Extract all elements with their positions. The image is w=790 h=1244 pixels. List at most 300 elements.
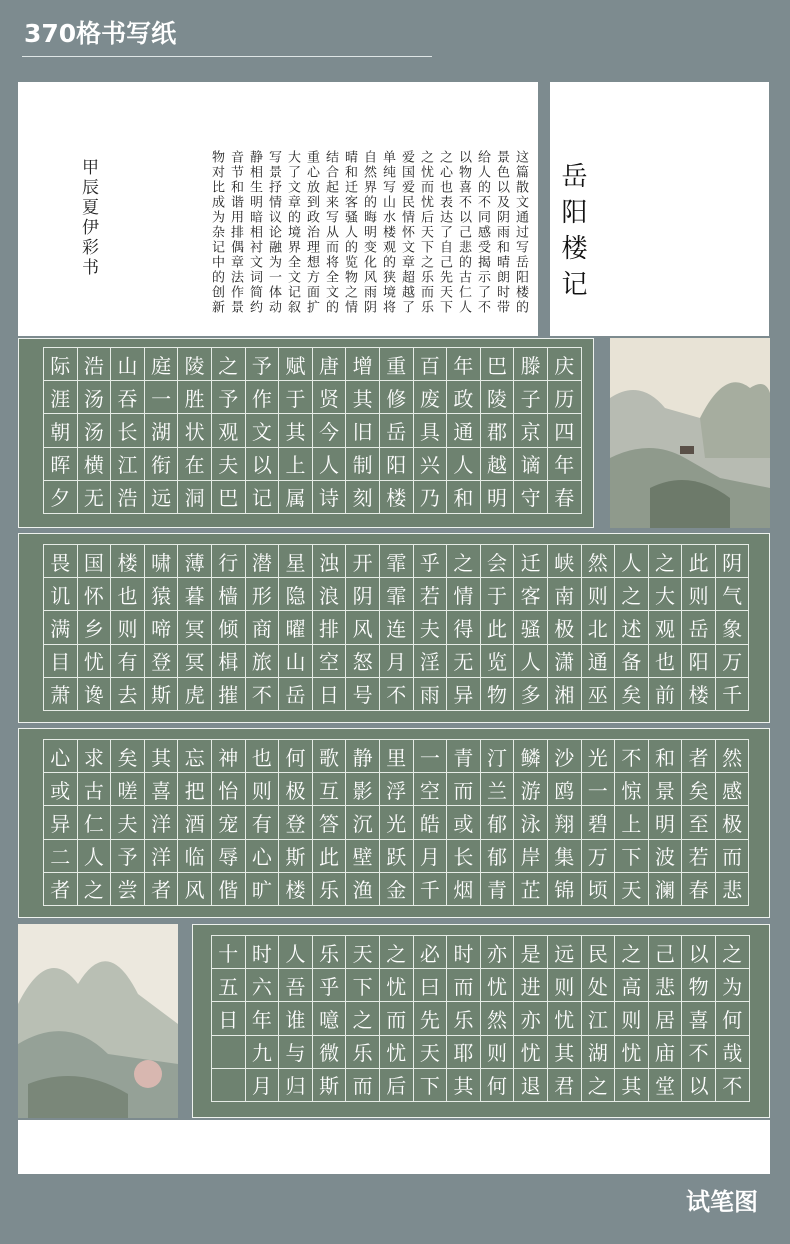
grid-cell: 堂 <box>649 1069 683 1102</box>
grid-cell: 心 <box>44 740 78 773</box>
grid-cell: 是 <box>514 936 548 969</box>
intro-panel <box>18 82 538 336</box>
grid-cell: 庙 <box>649 1036 683 1069</box>
grid-cell: 君 <box>548 1069 582 1102</box>
grid-cell: 日 <box>212 1002 246 1035</box>
grid-cell: 此 <box>682 545 716 578</box>
grid-cell: 浊 <box>313 545 347 578</box>
grid-cell: 锦 <box>548 873 582 906</box>
grid-cell: 号 <box>346 678 380 711</box>
grid-cell: 夫 <box>212 448 246 481</box>
grid-cell: 畏 <box>44 545 78 578</box>
grid-cell: 六 <box>246 969 280 1002</box>
grid-cell: 无 <box>447 645 481 678</box>
grid-cell: 忧 <box>615 1036 649 1069</box>
grid-cell: 也 <box>111 578 145 611</box>
grid-cell: 一 <box>414 740 448 773</box>
grid-band-3 <box>18 728 770 918</box>
grid-cell: 远 <box>548 936 582 969</box>
grid-cell: 制 <box>346 448 380 481</box>
grid-cell: 沙 <box>548 740 582 773</box>
grid-cell: 高 <box>615 969 649 1002</box>
grid-cell: 其 <box>346 381 380 414</box>
grid-cell: 此 <box>481 611 515 644</box>
grid-cell: 樯 <box>212 578 246 611</box>
grid-cell: 影 <box>346 773 380 806</box>
grid-cell: 洞 <box>178 481 212 514</box>
grid-band-1 <box>18 338 594 528</box>
grid-cell: 斯 <box>145 678 179 711</box>
grid-cell: 虎 <box>178 678 212 711</box>
grid-cell: 于 <box>481 578 515 611</box>
grid-cell: 际 <box>44 348 78 381</box>
grid-cell: 其 <box>447 1069 481 1102</box>
grid-cell: 一 <box>582 773 616 806</box>
grid-cell: 目 <box>44 645 78 678</box>
grid-cell: 则 <box>481 1036 515 1069</box>
grid-cell: 山 <box>111 348 145 381</box>
grid-cell: 浩 <box>78 348 112 381</box>
intro-text: 这篇散文通过写岳阳楼的景色以及阴雨和晴朗时带给人的不同感受揭示了不以物喜不以己悲的古仁人之心也表达了自己先天下之忧而忧后天下之乐而乐爱国爱民情怀文章超越了单纯写山水楼观的狭境将自然界的晦明变化风雨阴晴和迁客骚人的览物之情结合起来写从而将全文的重心放到政治理想方面扩大了文章的境界全文记叙写景抒情议论融为一体动静相生明暗相衬文词简约音节和谐用排偶章法作景物对比成为杂记中的创新 <box>209 150 528 315</box>
grid-cell: 观 <box>212 414 246 447</box>
blank-footer-panel <box>18 1120 770 1174</box>
grid-cell: 讥 <box>44 578 78 611</box>
grid-cell: 翔 <box>548 806 582 839</box>
grid-band-2 <box>18 533 770 723</box>
grid-cell: 二 <box>44 840 78 873</box>
grid-cell: 进 <box>514 969 548 1002</box>
grid-cell: 天 <box>346 936 380 969</box>
grid-cell: 碧 <box>582 806 616 839</box>
grid-cell: 喜 <box>682 1002 716 1035</box>
grid-cell: 会 <box>481 545 515 578</box>
grid-cell: 备 <box>615 645 649 678</box>
grid-cell: 长 <box>111 414 145 447</box>
grid-cell: 尝 <box>111 873 145 906</box>
grid-cell: 亦 <box>514 1002 548 1035</box>
grid-cell <box>212 1036 246 1069</box>
char-grid-2 <box>43 544 749 711</box>
grid-cell: 状 <box>178 414 212 447</box>
grid-cell: 极 <box>716 806 750 839</box>
grid-cell: 一 <box>145 381 179 414</box>
grid-cell: 十 <box>212 936 246 969</box>
grid-cell: 横 <box>78 448 112 481</box>
grid-cell: 今 <box>313 414 347 447</box>
grid-cell: 惊 <box>615 773 649 806</box>
grid-cell: 乡 <box>78 611 112 644</box>
grid-cell: 暮 <box>178 578 212 611</box>
title-underline <box>22 56 432 57</box>
grid-cell: 啸 <box>145 545 179 578</box>
grid-cell: 九 <box>246 1036 280 1069</box>
grid-cell: 哉 <box>716 1036 750 1069</box>
grid-cell: 皓 <box>414 806 448 839</box>
grid-cell: 隐 <box>279 578 313 611</box>
grid-cell: 悲 <box>649 969 683 1002</box>
grid-cell: 之 <box>212 348 246 381</box>
grid-cell: 无 <box>78 481 112 514</box>
grid-cell: 峡 <box>548 545 582 578</box>
grid-cell: 人 <box>279 936 313 969</box>
grid-cell: 骚 <box>514 611 548 644</box>
grid-cell: 阳 <box>380 448 414 481</box>
grid-cell: 异 <box>44 806 78 839</box>
grid-cell: 怒 <box>346 645 380 678</box>
grid-cell: 乐 <box>346 1036 380 1069</box>
grid-cell: 五 <box>212 969 246 1002</box>
grid-cell: 览 <box>481 645 515 678</box>
grid-cell: 年 <box>447 348 481 381</box>
grid-cell: 阴 <box>716 545 750 578</box>
grid-cell: 曜 <box>279 611 313 644</box>
grid-cell: 沉 <box>346 806 380 839</box>
grid-cell: 朝 <box>44 414 78 447</box>
grid-cell: 守 <box>514 481 548 514</box>
grid-cell: 必 <box>414 936 448 969</box>
grid-cell: 冥 <box>178 611 212 644</box>
grid-cell: 先 <box>414 1002 448 1035</box>
grid-cell: 以 <box>682 936 716 969</box>
grid-cell: 山 <box>279 645 313 678</box>
grid-cell: 嗟 <box>111 773 145 806</box>
grid-cell: 人 <box>615 545 649 578</box>
grid-cell: 归 <box>279 1069 313 1102</box>
grid-cell: 之 <box>78 873 112 906</box>
grid-cell: 政 <box>447 381 481 414</box>
grid-cell: 则 <box>246 773 280 806</box>
grid-cell: 重 <box>380 348 414 381</box>
grid-cell: 情 <box>447 578 481 611</box>
grid-cell: 月 <box>414 840 448 873</box>
grid-cell: 庭 <box>145 348 179 381</box>
grid-cell: 薄 <box>178 545 212 578</box>
grid-cell: 退 <box>514 1069 548 1102</box>
grid-cell: 壁 <box>346 840 380 873</box>
grid-cell: 与 <box>279 1036 313 1069</box>
grid-cell: 若 <box>414 578 448 611</box>
grid-cell: 时 <box>447 936 481 969</box>
grid-cell: 汤 <box>78 381 112 414</box>
grid-cell: 潜 <box>246 545 280 578</box>
grid-cell: 旷 <box>246 873 280 906</box>
grid-cell: 月 <box>246 1069 280 1102</box>
grid-cell: 乎 <box>414 545 448 578</box>
grid-cell: 然 <box>582 545 616 578</box>
grid-cell: 矣 <box>682 773 716 806</box>
grid-cell: 矣 <box>615 678 649 711</box>
grid-cell: 越 <box>481 448 515 481</box>
page-title: 370格书写纸 <box>24 19 177 48</box>
grid-cell: 曰 <box>414 969 448 1002</box>
grid-cell: 陵 <box>178 348 212 381</box>
grid-cell: 夫 <box>111 806 145 839</box>
grid-cell: 湖 <box>145 414 179 447</box>
grid-cell: 跃 <box>380 840 414 873</box>
grid-cell: 忧 <box>380 1036 414 1069</box>
grid-cell: 人 <box>78 840 112 873</box>
grid-cell: 下 <box>346 969 380 1002</box>
grid-cell: 不 <box>716 1069 750 1102</box>
grid-cell: 而 <box>716 840 750 873</box>
grid-cell: 则 <box>548 969 582 1002</box>
grid-cell: 而 <box>447 969 481 1002</box>
grid-cell: 象 <box>716 611 750 644</box>
grid-cell: 去 <box>111 678 145 711</box>
grid-cell: 其 <box>279 414 313 447</box>
grid-cell: 己 <box>649 936 683 969</box>
grid-cell: 吾 <box>279 969 313 1002</box>
grid-cell: 游 <box>514 773 548 806</box>
grid-cell: 辱 <box>212 840 246 873</box>
grid-cell: 春 <box>682 873 716 906</box>
grid-cell: 摧 <box>212 678 246 711</box>
grid-cell: 有 <box>246 806 280 839</box>
grid-cell: 之 <box>582 1069 616 1102</box>
grid-cell: 异 <box>447 678 481 711</box>
grid-cell: 巴 <box>481 348 515 381</box>
grid-cell: 子 <box>514 381 548 414</box>
grid-cell: 里 <box>380 740 414 773</box>
grid-cell: 悲 <box>716 873 750 906</box>
grid-cell: 之 <box>615 936 649 969</box>
essay-title: 岳阳楼记 <box>557 162 587 306</box>
grid-cell: 宠 <box>212 806 246 839</box>
grid-cell: 神 <box>212 740 246 773</box>
grid-cell: 则 <box>682 578 716 611</box>
grid-cell: 旧 <box>346 414 380 447</box>
grid-cell: 夫 <box>414 611 448 644</box>
grid-cell: 居 <box>649 1002 683 1035</box>
grid-cell: 明 <box>481 481 515 514</box>
grid-cell: 谗 <box>78 678 112 711</box>
grid-cell: 庆 <box>548 348 582 381</box>
grid-cell: 远 <box>145 481 179 514</box>
grid-cell: 浩 <box>111 481 145 514</box>
grid-cell: 乎 <box>313 969 347 1002</box>
grid-cell: 岳 <box>380 414 414 447</box>
grid-cell: 于 <box>279 381 313 414</box>
grid-cell: 也 <box>649 645 683 678</box>
grid-cell: 大 <box>649 578 683 611</box>
grid-cell: 汀 <box>481 740 515 773</box>
grid-cell: 不 <box>682 1036 716 1069</box>
grid-cell: 开 <box>346 545 380 578</box>
grid-cell: 乐 <box>313 873 347 906</box>
grid-cell: 或 <box>44 773 78 806</box>
grid-cell: 不 <box>246 678 280 711</box>
grid-cell: 和 <box>649 740 683 773</box>
char-grid-1 <box>43 347 582 514</box>
grid-cell: 酒 <box>178 806 212 839</box>
grid-cell: 者 <box>145 873 179 906</box>
grid-cell: 年 <box>548 448 582 481</box>
grid-cell: 而 <box>380 1002 414 1035</box>
grid-cell: 空 <box>414 773 448 806</box>
grid-cell: 青 <box>481 873 515 906</box>
grid-cell: 雨 <box>414 678 448 711</box>
grid-cell: 风 <box>346 611 380 644</box>
grid-cell: 刻 <box>346 481 380 514</box>
grid-cell: 其 <box>145 740 179 773</box>
grid-cell: 阴 <box>346 578 380 611</box>
grid-cell: 夕 <box>44 481 78 514</box>
sample-label: 试笔图 <box>686 1188 758 1216</box>
grid-cell: 感 <box>716 773 750 806</box>
grid-cell: 年 <box>246 1002 280 1035</box>
grid-cell: 不 <box>615 740 649 773</box>
grid-cell: 修 <box>380 381 414 414</box>
grid-cell: 具 <box>414 414 448 447</box>
grid-cell: 歌 <box>313 740 347 773</box>
grid-cell: 迁 <box>514 545 548 578</box>
landscape-painting-2 <box>18 924 178 1118</box>
grid-cell: 其 <box>615 1069 649 1102</box>
grid-cell: 然 <box>716 740 750 773</box>
grid-cell: 登 <box>279 806 313 839</box>
grid-cell: 怀 <box>78 578 112 611</box>
grid-cell: 万 <box>716 645 750 678</box>
grid-cell: 增 <box>346 348 380 381</box>
grid-cell: 物 <box>481 678 515 711</box>
grid-cell: 金 <box>380 873 414 906</box>
grid-cell: 静 <box>346 740 380 773</box>
grid-cell: 郁 <box>481 806 515 839</box>
grid-cell: 予 <box>111 840 145 873</box>
grid-cell: 物 <box>682 969 716 1002</box>
grid-cell: 之 <box>447 545 481 578</box>
title-panel <box>550 82 769 336</box>
grid-cell: 陵 <box>481 381 515 414</box>
grid-cell: 忧 <box>548 1002 582 1035</box>
grid-cell: 北 <box>582 611 616 644</box>
grid-cell: 楼 <box>682 678 716 711</box>
grid-cell: 潇 <box>548 645 582 678</box>
grid-cell: 喜 <box>145 773 179 806</box>
grid-band-4 <box>192 924 770 1118</box>
grid-cell: 郁 <box>481 840 515 873</box>
grid-cell: 巴 <box>212 481 246 514</box>
grid-cell: 则 <box>615 1002 649 1035</box>
grid-cell: 记 <box>246 481 280 514</box>
grid-cell: 芷 <box>514 873 548 906</box>
grid-cell: 民 <box>582 936 616 969</box>
grid-cell: 汤 <box>78 414 112 447</box>
grid-cell: 湖 <box>582 1036 616 1069</box>
grid-cell: 冥 <box>178 645 212 678</box>
grid-cell: 行 <box>212 545 246 578</box>
grid-cell: 阳 <box>682 645 716 678</box>
grid-cell: 怡 <box>212 773 246 806</box>
grid-cell: 诗 <box>313 481 347 514</box>
grid-cell: 乃 <box>414 481 448 514</box>
char-grid-4 <box>211 935 750 1102</box>
grid-cell: 答 <box>313 806 347 839</box>
grid-cell: 晖 <box>44 448 78 481</box>
grid-cell: 忧 <box>78 645 112 678</box>
grid-cell: 鸥 <box>548 773 582 806</box>
grid-cell: 极 <box>548 611 582 644</box>
grid-cell: 之 <box>615 578 649 611</box>
grid-cell: 京 <box>514 414 548 447</box>
grid-cell: 倾 <box>212 611 246 644</box>
grid-cell: 时 <box>246 936 280 969</box>
grid-cell: 岸 <box>514 840 548 873</box>
grid-cell: 旅 <box>246 645 280 678</box>
grid-cell: 满 <box>44 611 78 644</box>
grid-cell: 人 <box>447 448 481 481</box>
grid-cell: 兰 <box>481 773 515 806</box>
grid-cell: 四 <box>548 414 582 447</box>
grid-cell: 在 <box>178 448 212 481</box>
grid-cell: 心 <box>246 840 280 873</box>
grid-cell: 下 <box>615 840 649 873</box>
grid-cell: 天 <box>615 873 649 906</box>
grid-cell: 之 <box>346 1002 380 1035</box>
grid-cell: 何 <box>716 1002 750 1035</box>
grid-cell: 或 <box>447 806 481 839</box>
grid-cell: 气 <box>716 578 750 611</box>
grid-cell: 古 <box>78 773 112 806</box>
grid-cell: 偕 <box>212 873 246 906</box>
grid-cell: 通 <box>582 645 616 678</box>
grid-cell: 千 <box>414 873 448 906</box>
grid-cell: 微 <box>313 1036 347 1069</box>
grid-cell: 而 <box>346 1069 380 1102</box>
grid-cell: 矣 <box>111 740 145 773</box>
grid-cell: 月 <box>380 645 414 678</box>
grid-cell: 烟 <box>447 873 481 906</box>
grid-cell: 风 <box>178 873 212 906</box>
grid-cell: 涯 <box>44 381 78 414</box>
grid-cell: 浪 <box>313 578 347 611</box>
grid-cell: 滕 <box>514 348 548 381</box>
grid-cell: 长 <box>447 840 481 873</box>
grid-cell: 忧 <box>514 1036 548 1069</box>
grid-cell: 通 <box>447 414 481 447</box>
grid-cell: 形 <box>246 578 280 611</box>
grid-cell: 和 <box>447 481 481 514</box>
grid-cell: 则 <box>582 578 616 611</box>
grid-cell: 下 <box>414 1069 448 1102</box>
grid-cell: 春 <box>548 481 582 514</box>
grid-cell: 泳 <box>514 806 548 839</box>
grid-cell: 空 <box>313 645 347 678</box>
grid-cell: 不 <box>380 678 414 711</box>
grid-cell: 景 <box>649 773 683 806</box>
grid-cell: 江 <box>582 1002 616 1035</box>
grid-cell: 予 <box>212 381 246 414</box>
grid-cell: 其 <box>548 1036 582 1069</box>
grid-cell: 历 <box>548 381 582 414</box>
grid-cell: 岳 <box>279 678 313 711</box>
grid-cell: 多 <box>514 678 548 711</box>
grid-cell: 也 <box>246 740 280 773</box>
grid-cell: 谪 <box>514 448 548 481</box>
grid-cell: 星 <box>279 545 313 578</box>
grid-cell: 日 <box>313 678 347 711</box>
grid-cell: 作 <box>246 381 280 414</box>
grid-cell: 洋 <box>145 840 179 873</box>
grid-cell: 排 <box>313 611 347 644</box>
grid-cell: 光 <box>582 740 616 773</box>
grid-cell: 何 <box>279 740 313 773</box>
grid-cell: 忧 <box>380 969 414 1002</box>
grid-cell: 岳 <box>682 611 716 644</box>
grid-cell: 胜 <box>178 381 212 414</box>
grid-cell: 有 <box>111 645 145 678</box>
grid-cell: 光 <box>380 806 414 839</box>
